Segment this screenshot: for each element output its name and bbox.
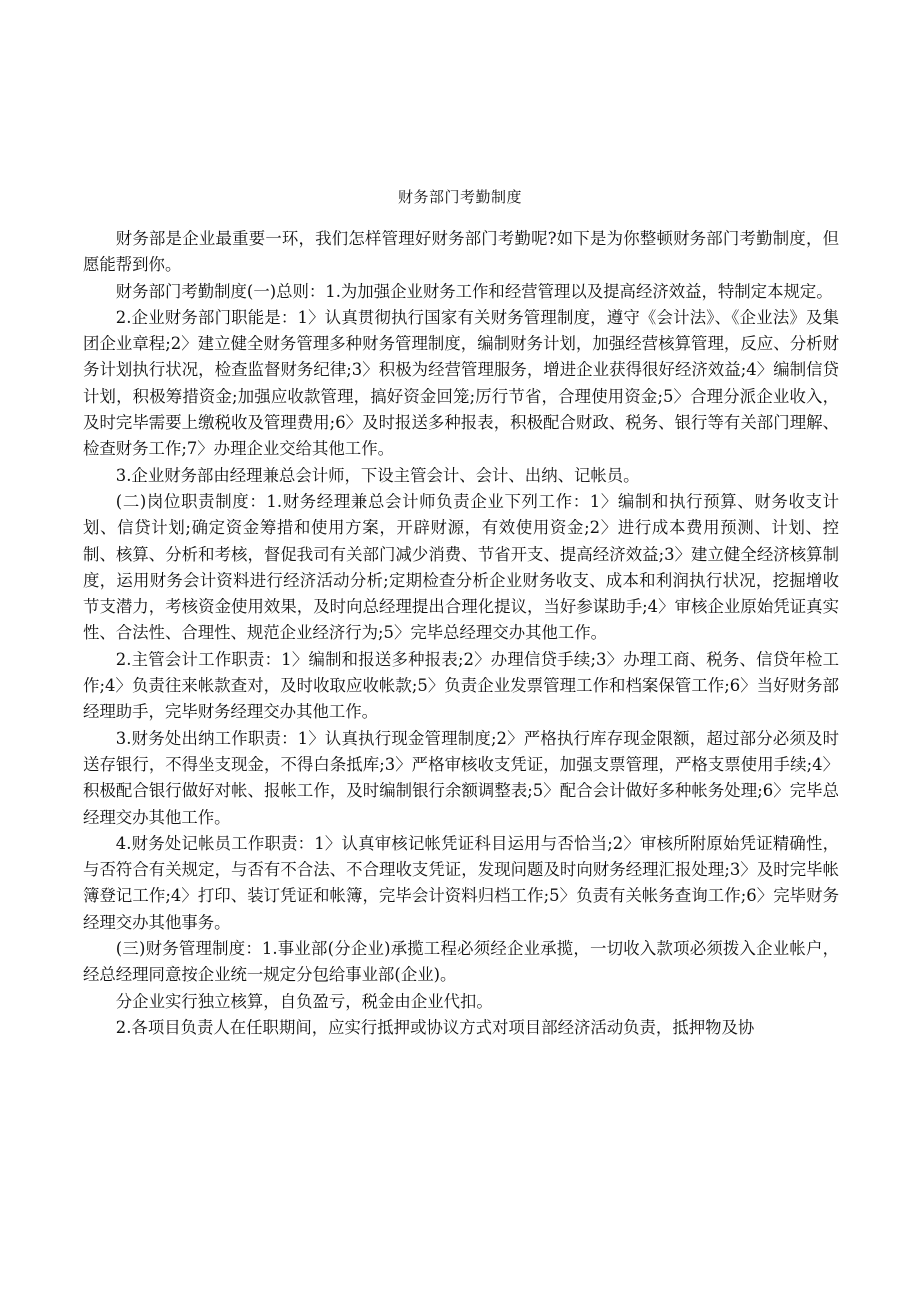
paragraph-cashier-duties: 3.财务处出纳工作职责：1〉认真执行现金管理制度;2〉严格执行库存现金限额，超过部分必须及时送存银行，不得坐支现金，不得白条抵库;3〉严格审核收支凭证，加强支票管理，严格支票使用手续;4〉积极配合银行做好对帐、报帐工作，及时编制银行余额调整表;5〉配合会计做好多种帐务处理;6〉完毕总经理交办其他工作。 [83, 728, 839, 827]
paragraph-manager-duties: (二)岗位职责制度：1.财务经理兼总会计师负责企业下列工作：1〉编制和执行预算、财务收支计划、信贷计划;确定资金筹措和使用方案，开辟财源，有效使用资金;2〉进行成本费用预测、计划、控制、核算、分析和考核，督促我司有关部门减少消费、节省开支、提高经济效益;3〉建立健全经济核算制度，运用财务会计资料进行经济活动分析;定期检查分析企业财务收支、成本和利润执行状况，挖掘增收节支潜力，考核资金使用效果，及时向总经理提出合理化提议，当好参谋助手;4〉审核企业原始凭证真实性、合法性、合理性、规范企业经济行为;5〉完毕总经理交办其他工作。 [83, 491, 839, 643]
paragraph-bookkeeper-duties: 4.财务处记帐员工作职责：1〉认真审核记帐凭证科目运用与否恰当;2〉审核所附原始凭证精确性，与否符合有关规定，与否有不合法、不合理收支凭证，发现问题及时向财务经理汇报处理;3〉及时完毕帐簿登记工作;4〉打印、装订凭证和帐簿，完毕会计资料归档工作;5〉负责有关帐务查询工作;6〉完毕财务经理交办其他事务。 [83, 833, 839, 932]
paragraph-branch-accounting: 分企业实行独立核算，自负盈亏，税金由企业代扣。 [115, 991, 493, 1011]
document-title: 财务部门考勤制度 [397, 188, 522, 206]
paragraph-department-staffing: 3.企业财务部由经理兼总会计师，下设主管会计、会计、出纳、记帐员。 [115, 465, 640, 485]
document-body [83, 226, 839, 1041]
paragraph-department-functions: 2.企业财务部门职能是：1〉认真贯彻执行国家有关财务管理制度，遵守《会计法》、《企业法》及集团企业章程;2〉建立健全财务管理多种财务管理制度，编制财务计划，加强经营核算管理，反应、分析财务计划执行状况，检查监督财务纪律;3〉积极为经营管理服务，增进企业获得很好经济效益;4〉编制信贷计划，积极筹措资金;加强应收款管理，搞好资金回笼;厉行节省，合理使用资金;5〉合理分派企业收入，及时完毕需要上缴税收及管理费用;6〉及时报送多种报表，积极配合财政、税务、银行等有关部门理解、检查财务工作;7〉办理企业交给其他工作。 [83, 307, 839, 459]
paragraph-project-responsibility: 2.各项目负责人在任职期间，应实行抵押或协议方式对项目部经济活动负责，抵押物及协 [115, 1017, 755, 1037]
paragraph-chief-accountant-duties: 2.主管会计工作职责：1〉编制和报送多种报表;2〉办理信贷手续;3〉办理工商、税务、信贷年检工作;4〉负责往来帐款查对，及时收取应收帐款;5〉负责企业发票管理工作和档案保管工作;6〉当好财务部经理助手，完毕财务经理交办其他工作。 [83, 649, 839, 722]
paragraph-intro: 财务部是企业最重要一环，我们怎样管理好财务部门考勤呢?如下是为你整顿财务部门考勤制度，但愿能帮到你。 [83, 229, 839, 275]
paragraph-general-rules: 财务部门考勤制度(一)总则：1.为加强企业财务工作和经营管理以及提高经济效益，特制定本规定。 [115, 281, 833, 301]
paragraph-financial-management: (三)财务管理制度：1.事业部(分企业)承揽工程必须经企业承揽，一切收入款项必须拨入企业帐户，经总经理同意按企业统一规定分包给事业部(企业)。 [83, 939, 839, 985]
